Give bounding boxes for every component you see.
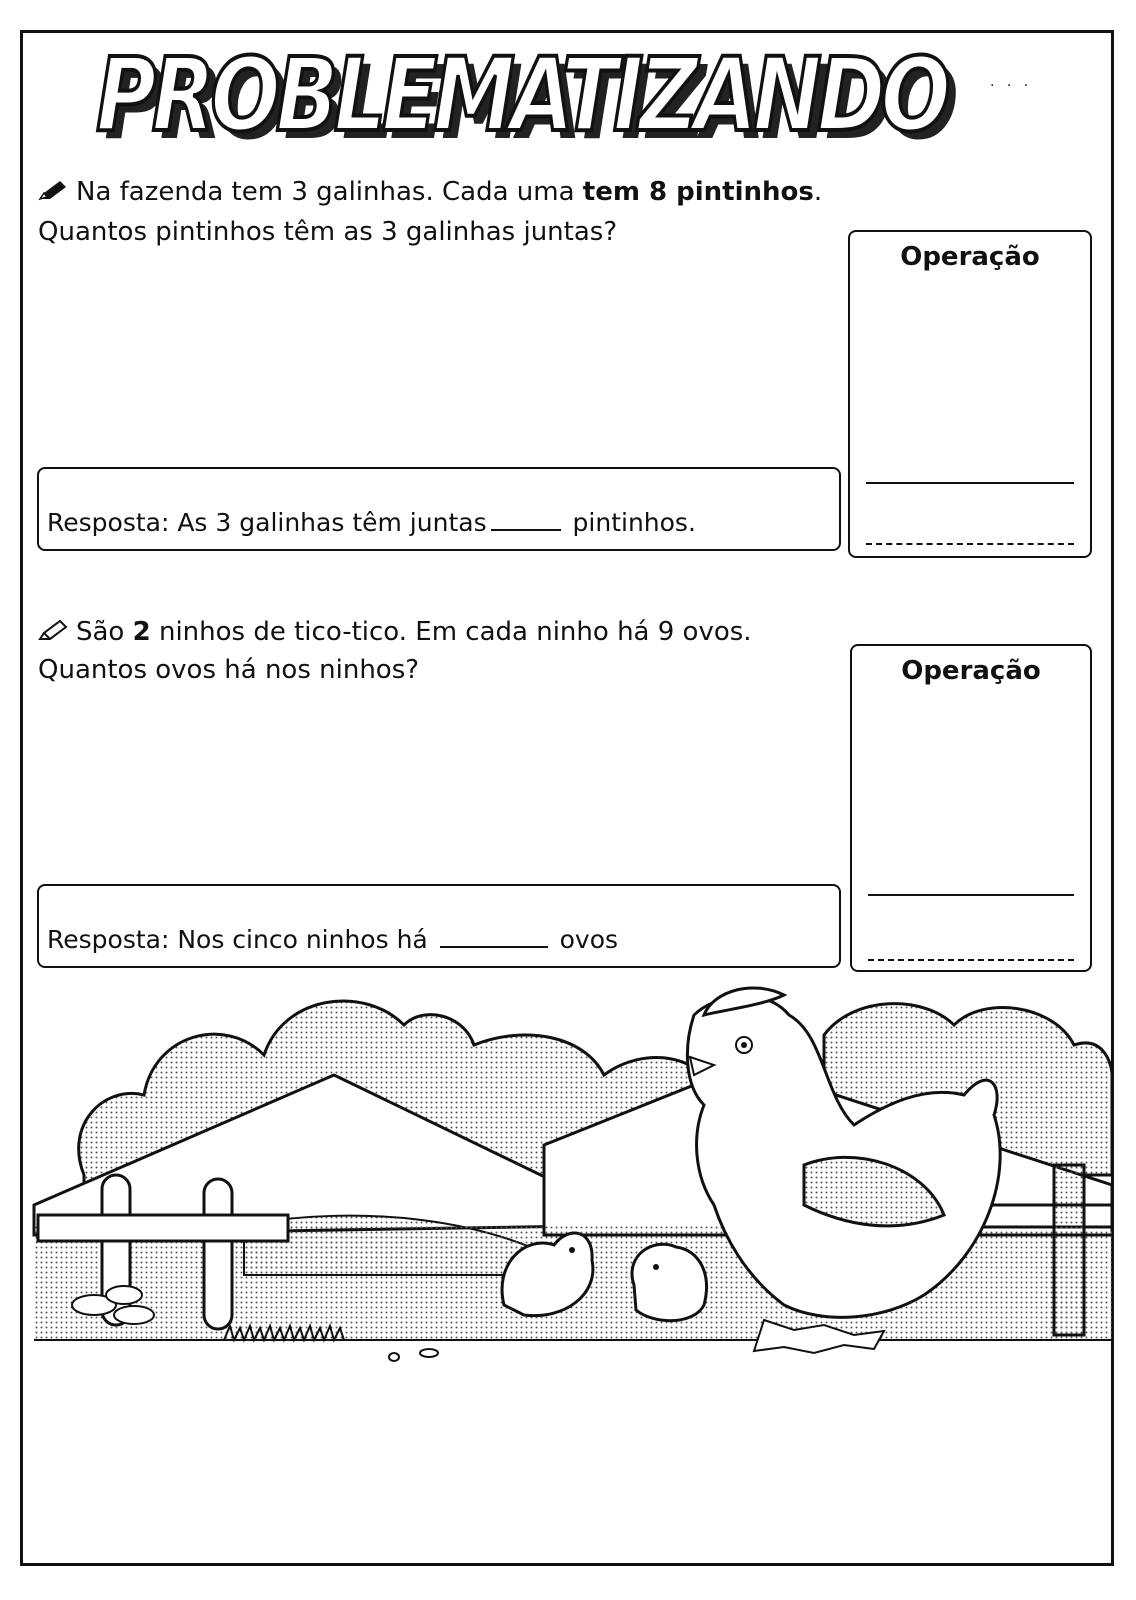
problem2-text-start: São xyxy=(76,617,133,647)
problem1-operation-dashed-line xyxy=(866,543,1074,545)
problem2-text-bold: 2 xyxy=(132,617,151,647)
fence-post-right xyxy=(1054,1165,1084,1335)
problem2-operation-dashed-line xyxy=(868,959,1074,961)
decorative-dots: · · · xyxy=(990,78,1033,94)
fence-post-center xyxy=(204,1179,232,1329)
problem2-operation-label: Operação xyxy=(901,656,1041,686)
problem2-question: Quantos ovos há nos ninhos? xyxy=(38,655,420,685)
svg-text:PROBLEMATIZANDO: PROBLEMATIZANDO xyxy=(104,44,957,163)
pencil-icon xyxy=(38,179,68,203)
problem1-answer-box xyxy=(37,467,841,551)
problem1-line1 xyxy=(38,176,822,208)
problem1-operation-line xyxy=(866,482,1074,484)
problem1-answer xyxy=(47,508,696,537)
worksheet-title xyxy=(88,34,968,164)
svg-text:PROBLEMATIZANDO: PROBLEMATIZANDO xyxy=(96,36,949,155)
problem1-text-start: Na fazenda tem 3 galinhas. Cada uma xyxy=(76,177,583,207)
problem2-operation-line xyxy=(868,894,1074,896)
problem2-operation-box[interactable] xyxy=(850,644,1092,972)
problem2-answer xyxy=(47,925,618,954)
problem2-text-end: ninhos de tico-tico. Em cada ninho há 9 ovos. xyxy=(150,617,752,647)
problem1-answer-end: pintinhos. xyxy=(564,508,696,537)
farm-scene-drawing xyxy=(24,975,1112,1405)
problem2-line1 xyxy=(38,616,752,648)
hen-with-chicks-illustration xyxy=(24,975,1112,1405)
problem1-text-bold: tem 8 pintinhos xyxy=(582,177,814,207)
problem1-operation-box[interactable] xyxy=(848,230,1092,558)
problem1-answer-start: Resposta: As 3 galinhas têm juntas xyxy=(47,508,487,537)
problem2-answer-blank[interactable] xyxy=(440,946,548,948)
problem2-answer-box xyxy=(37,884,841,968)
problem2-answer-start: Resposta: Nos cinco ninhos há xyxy=(47,925,436,954)
problem1-answer-blank[interactable] xyxy=(491,529,561,531)
problem1-operation-label: Operação xyxy=(900,242,1040,272)
fence-rail-left xyxy=(38,1215,288,1241)
chick-right xyxy=(632,1244,706,1320)
fence-rail-right xyxy=(974,1205,1112,1227)
pencil-icon xyxy=(38,619,68,643)
problem2-answer-end: ovos xyxy=(551,925,619,954)
problem1-question: Quantos pintinhos têm as 3 galinhas juntas? xyxy=(38,217,618,247)
problem1-text-end: . xyxy=(813,177,823,207)
